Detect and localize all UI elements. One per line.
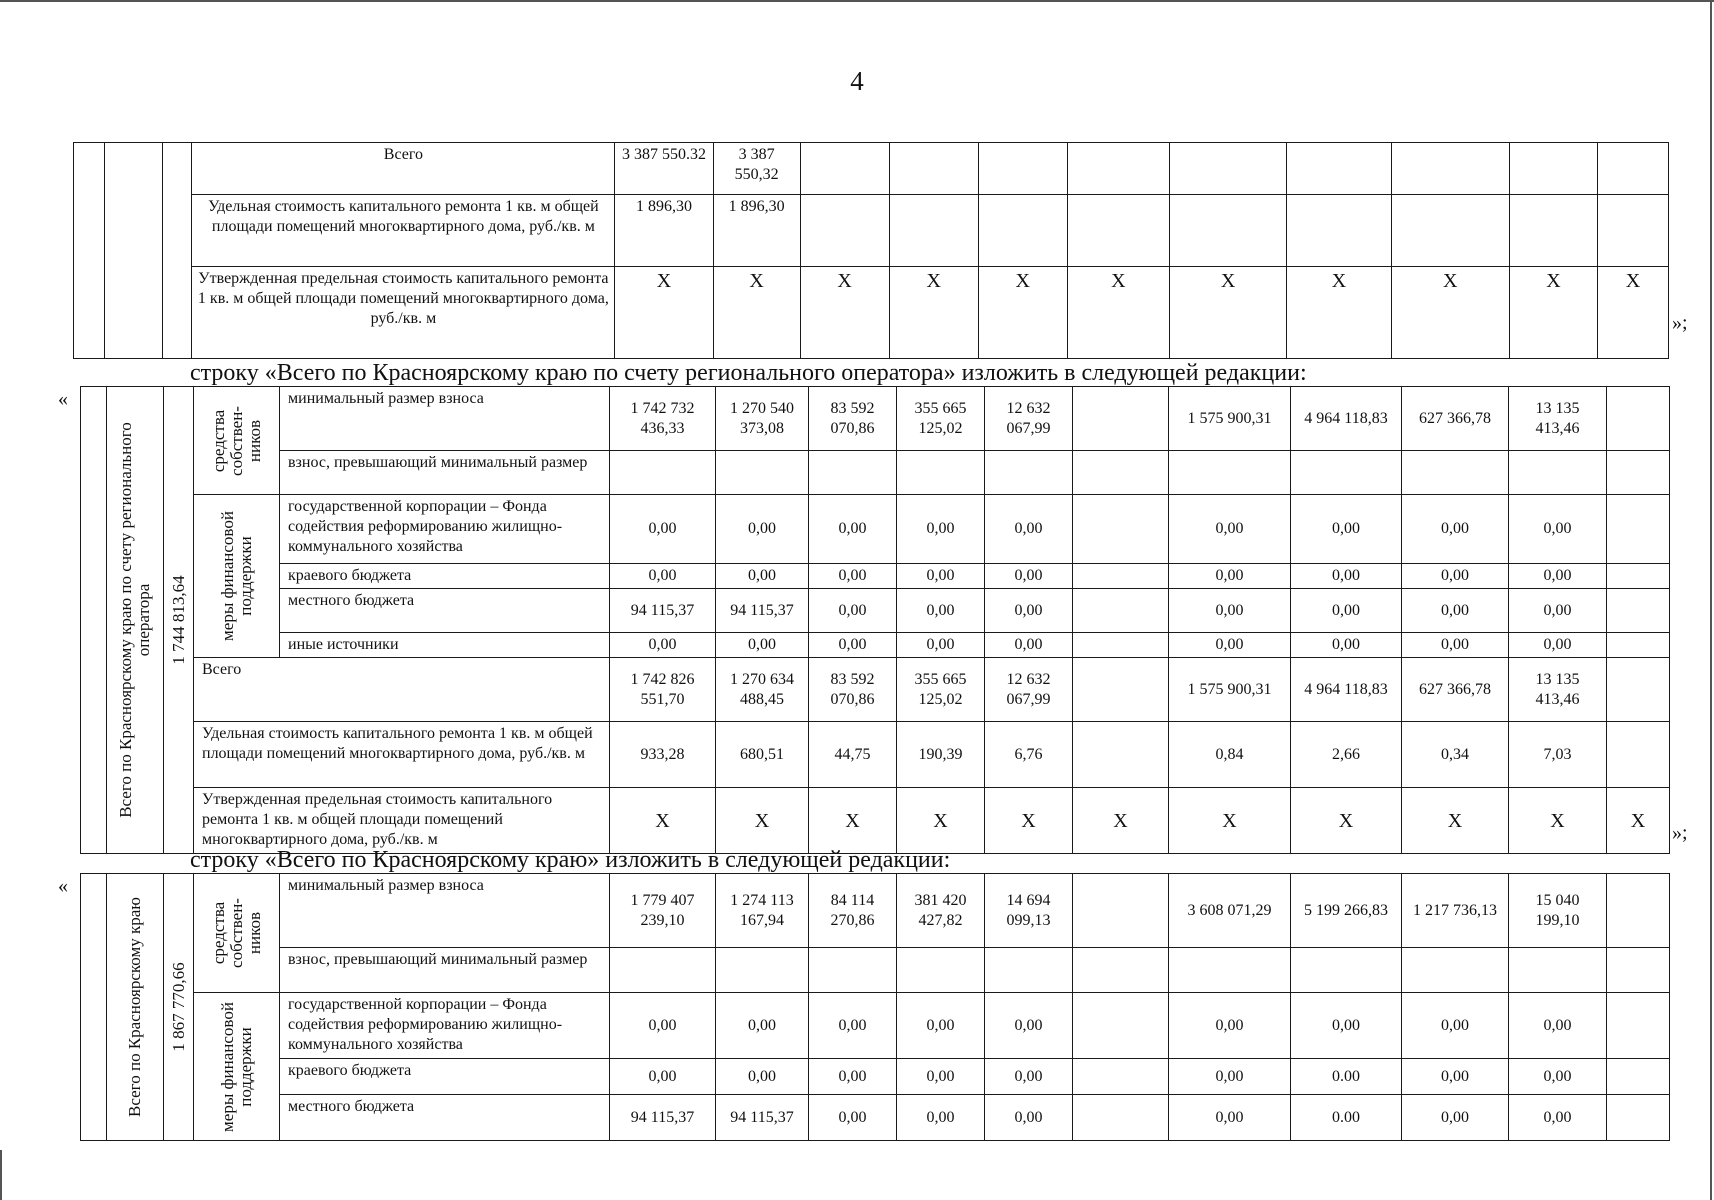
value-cell: 94 115,37 <box>610 1095 716 1141</box>
area-cell <box>164 874 194 1141</box>
continuation-table <box>73 142 1669 359</box>
value-cell: 83 592 070,86 <box>809 387 897 451</box>
value-cell <box>1073 874 1169 948</box>
value-cell: 0,00 <box>1169 1059 1291 1095</box>
row-title-cell <box>107 387 164 854</box>
row-label: Утвержденная предельная стоимость капитального ремонта 1 кв. м общей площади помещений многоквартирного дома, руб./кв. м <box>192 267 615 359</box>
value-cell <box>1287 143 1391 195</box>
value-cell: 13 135 413,46 <box>1509 387 1607 451</box>
value-cell: 0,00 <box>809 495 897 564</box>
value-cell: 0,00 <box>716 633 809 658</box>
row-title: Всего по Красноярскому краю по счету регионального оператора <box>116 422 153 818</box>
value-cell: 0,00 <box>1169 564 1291 589</box>
value-cell: 0,84 <box>1169 722 1291 788</box>
value-cell: 0,00 <box>1169 589 1291 633</box>
value-cell <box>1509 948 1607 993</box>
value-cell <box>1607 658 1670 722</box>
value-cell: 13 135 413,46 <box>1509 658 1607 722</box>
value-cell: 0,00 <box>610 993 716 1059</box>
value-cell: 12 632 067,99 <box>985 387 1073 451</box>
value-cell <box>1607 1059 1670 1095</box>
value-cell: 381 420 427,82 <box>897 874 985 948</box>
value-cell <box>978 143 1067 195</box>
blank-cell <box>163 143 192 359</box>
value-cell <box>1598 143 1669 195</box>
value-cell: 0,00 <box>716 1059 809 1095</box>
group-label: меры финансовой поддержки <box>217 1001 255 1132</box>
value-cell: 0,00 <box>1402 495 1509 564</box>
row-label: местного бюджета <box>280 589 610 633</box>
value-cell: X <box>800 267 889 359</box>
row-label: иные источники <box>280 633 610 658</box>
table-row <box>81 451 1670 495</box>
value-cell <box>610 948 716 993</box>
value-cell <box>1607 564 1670 589</box>
blank-cell <box>74 143 105 359</box>
value-cell: 0,00 <box>809 1059 897 1095</box>
value-cell <box>1073 948 1169 993</box>
value-cell: X <box>1073 788 1169 854</box>
group-cell <box>194 495 280 658</box>
value-cell: 1 575 900,31 <box>1169 387 1291 451</box>
value-cell: 44,75 <box>809 722 897 788</box>
value-cell: 1 217 736,13 <box>1402 874 1509 948</box>
value-cell <box>1073 564 1169 589</box>
value-cell: X <box>985 788 1073 854</box>
value-cell: 0,00 <box>1291 589 1402 633</box>
value-cell <box>889 143 978 195</box>
value-cell <box>897 948 985 993</box>
value-cell <box>1073 495 1169 564</box>
value-cell: 3 387 550,32 <box>713 143 800 195</box>
row-label: краевого бюджета <box>280 1059 610 1095</box>
value-cell: 0,00 <box>1402 589 1509 633</box>
value-cell <box>1073 658 1169 722</box>
row-label: минимальный размер взноса <box>280 387 610 451</box>
row-label: краевого бюджета <box>280 564 610 589</box>
value-cell: 15 040 199,10 <box>1509 874 1607 948</box>
value-cell: 0,00 <box>985 1059 1073 1095</box>
value-cell <box>978 195 1067 267</box>
value-cell: 0,00 <box>985 564 1073 589</box>
value-cell <box>1291 451 1402 495</box>
value-cell: 0,00 <box>809 589 897 633</box>
section-heading: строку «Всего по Красноярскому краю по счету регионального оператора» изложить в следующей редакции: <box>190 360 1307 386</box>
value-cell: 0.00 <box>1291 1095 1402 1141</box>
row-label: местного бюджета <box>280 1095 610 1141</box>
value-cell: 0,00 <box>1402 1095 1509 1141</box>
value-cell: 4 964 118,83 <box>1291 658 1402 722</box>
value-cell: 0,00 <box>610 564 716 589</box>
value-cell: X <box>1402 788 1509 854</box>
value-cell: 627 366,78 <box>1402 658 1509 722</box>
area-value: 1 744 813,64 <box>168 575 188 665</box>
value-cell: 83 592 070,86 <box>809 658 897 722</box>
value-cell: X <box>1509 267 1597 359</box>
table-row <box>81 658 1670 722</box>
group-cell <box>194 387 280 495</box>
value-cell <box>1607 948 1670 993</box>
value-cell: X <box>978 267 1067 359</box>
value-cell <box>1607 1095 1670 1141</box>
value-cell: 0,00 <box>1509 564 1607 589</box>
value-cell: 0,00 <box>809 564 897 589</box>
value-cell <box>1607 633 1670 658</box>
value-cell: 12 632 067,99 <box>985 658 1073 722</box>
table-row <box>81 722 1670 788</box>
value-cell <box>1073 387 1169 451</box>
close-quote: »; <box>1672 312 1688 334</box>
value-cell: 1 779 407 239,10 <box>610 874 716 948</box>
value-cell: X <box>1509 788 1607 854</box>
value-cell: X <box>1607 788 1670 854</box>
value-cell: 0,00 <box>1509 1095 1607 1141</box>
value-cell <box>1402 451 1509 495</box>
row-title-cell <box>107 874 164 1141</box>
value-cell <box>1291 948 1402 993</box>
value-cell: 0,00 <box>985 633 1073 658</box>
value-cell: 14 694 099,13 <box>985 874 1073 948</box>
row-label: взнос, превышающий минимальный размер <box>280 948 610 993</box>
value-cell: 1 742 826 551,70 <box>610 658 716 722</box>
value-cell <box>1607 874 1670 948</box>
row-label: Утвержденная предельная стоимость капитального ремонта 1 кв. м общей площади помещений многоквартирного дома, руб./кв. м <box>194 788 610 854</box>
group-cell <box>194 874 280 993</box>
value-cell <box>1509 143 1597 195</box>
open-quote: « <box>58 388 68 410</box>
section-heading: строку «Всего по Красноярскому краю» изложить в следующей редакции: <box>190 847 951 873</box>
value-cell <box>809 451 897 495</box>
value-cell <box>1598 195 1669 267</box>
value-cell: 94 115,37 <box>716 1095 809 1141</box>
value-cell: 0,00 <box>1509 495 1607 564</box>
value-cell: 0,00 <box>1402 993 1509 1059</box>
open-quote: « <box>58 875 68 897</box>
value-cell: 1 270 634 488,45 <box>716 658 809 722</box>
value-cell <box>1169 143 1286 195</box>
value-cell: 0,00 <box>1402 564 1509 589</box>
value-cell: X <box>897 788 985 854</box>
value-cell <box>889 195 978 267</box>
value-cell <box>1169 948 1291 993</box>
value-cell <box>1509 195 1597 267</box>
value-cell <box>1067 143 1169 195</box>
close-quote: »; <box>1672 822 1688 844</box>
value-cell <box>1607 722 1670 788</box>
value-cell: X <box>1291 788 1402 854</box>
value-cell: X <box>1391 267 1509 359</box>
value-cell <box>716 948 809 993</box>
value-cell: 0,00 <box>897 1059 985 1095</box>
value-cell: 3 608 071,29 <box>1169 874 1291 948</box>
value-cell: X <box>615 267 713 359</box>
group-label: меры финансовой поддержки <box>217 511 255 641</box>
value-cell: 6,76 <box>985 722 1073 788</box>
row-label: минимальный размер взноса <box>280 874 610 948</box>
value-cell: 355 665 125,02 <box>897 658 985 722</box>
value-cell <box>1607 387 1670 451</box>
value-cell <box>1607 589 1670 633</box>
value-cell: 1 274 113 167,94 <box>716 874 809 948</box>
value-cell <box>1607 451 1670 495</box>
blank-cell <box>105 143 163 359</box>
value-cell <box>1073 722 1169 788</box>
value-cell: 0,00 <box>1169 993 1291 1059</box>
value-cell: 0,00 <box>985 495 1073 564</box>
value-cell: 0,34 <box>1402 722 1509 788</box>
table-row <box>81 589 1670 633</box>
value-cell: X <box>610 788 716 854</box>
table-row <box>81 874 1670 948</box>
scan-border-line <box>0 0 1714 2</box>
value-cell: 680,51 <box>716 722 809 788</box>
value-cell: 0,00 <box>809 633 897 658</box>
value-cell: 0,00 <box>1509 1059 1607 1095</box>
value-cell <box>1391 143 1509 195</box>
blank-cell <box>81 874 107 1141</box>
value-cell: 0,00 <box>1291 633 1402 658</box>
row-label: государственной корпорации – Фонда содействия реформированию жилищно-коммунального хозяйства <box>280 993 610 1059</box>
page-number: 4 <box>850 66 864 96</box>
table-row <box>74 267 1669 359</box>
value-cell <box>1169 451 1291 495</box>
value-cell: 0,00 <box>716 993 809 1059</box>
value-cell: X <box>809 788 897 854</box>
value-cell: 0,00 <box>1402 1059 1509 1095</box>
value-cell <box>1073 1059 1169 1095</box>
value-cell: 355 665 125,02 <box>897 387 985 451</box>
row-label: Всего <box>194 658 610 722</box>
krasnoyarsk-total-table <box>80 873 1670 1141</box>
area-cell <box>164 387 194 854</box>
value-cell: 2,66 <box>1291 722 1402 788</box>
value-cell: X <box>1169 267 1286 359</box>
scan-border-line <box>1710 0 1712 1200</box>
value-cell: X <box>1598 267 1669 359</box>
value-cell: 0,00 <box>897 589 985 633</box>
value-cell: 7,03 <box>1509 722 1607 788</box>
value-cell: 1 270 540 373,08 <box>716 387 809 451</box>
value-cell: 0.00 <box>1291 1059 1402 1095</box>
regional-operator-table <box>80 386 1670 854</box>
value-cell: 0,00 <box>985 993 1073 1059</box>
row-label: взнос, превышающий минимальный размер <box>280 451 610 495</box>
value-cell: 0,00 <box>716 564 809 589</box>
value-cell: X <box>1287 267 1391 359</box>
value-cell: 0,00 <box>1509 993 1607 1059</box>
table-row <box>81 948 1670 993</box>
row-title: Всего по Красноярскому краю <box>125 897 144 1117</box>
value-cell <box>1509 451 1607 495</box>
row-label: государственной корпорации – Фонда содействия реформированию жилищно-коммунального хозяйства <box>280 495 610 564</box>
value-cell: 933,28 <box>610 722 716 788</box>
row-label: Удельная стоимость капитального ремонта 1 кв. м общей площади помещений многоквартирного дома, руб./кв. м <box>192 195 615 267</box>
value-cell: 0,00 <box>985 1095 1073 1141</box>
value-cell <box>1607 993 1670 1059</box>
value-cell <box>716 451 809 495</box>
table-row <box>81 633 1670 658</box>
value-cell: 0,00 <box>1509 633 1607 658</box>
value-cell: 94 115,37 <box>610 589 716 633</box>
value-cell: 0,00 <box>1291 564 1402 589</box>
value-cell: 0,00 <box>716 495 809 564</box>
value-cell: X <box>713 267 800 359</box>
value-cell: 1 742 732 436,33 <box>610 387 716 451</box>
value-cell: 4 964 118,83 <box>1291 387 1402 451</box>
row-label: Удельная стоимость капитального ремонта 1 кв. м общей площади помещений многоквартирного дома, руб./кв. м <box>194 722 610 788</box>
value-cell: 0,00 <box>897 633 985 658</box>
table-row <box>81 1059 1670 1095</box>
table-row <box>81 788 1670 854</box>
value-cell <box>809 948 897 993</box>
value-cell <box>610 451 716 495</box>
value-cell: 627 366,78 <box>1402 387 1509 451</box>
table-row <box>81 387 1670 451</box>
value-cell <box>1169 195 1286 267</box>
group-cell <box>194 993 280 1141</box>
group-label: средства собствен-ников <box>208 898 264 968</box>
value-cell <box>897 451 985 495</box>
table-row <box>81 1095 1670 1141</box>
row-label: Всего <box>192 143 615 195</box>
value-cell <box>1067 195 1169 267</box>
value-cell: 1 575 900,31 <box>1169 658 1291 722</box>
value-cell: 0,00 <box>1169 495 1291 564</box>
value-cell <box>985 451 1073 495</box>
value-cell: 0,00 <box>897 1095 985 1141</box>
value-cell <box>800 195 889 267</box>
table-row <box>74 143 1669 195</box>
value-cell: 190,39 <box>897 722 985 788</box>
value-cell: 0,00 <box>897 495 985 564</box>
table-row <box>81 495 1670 564</box>
value-cell: 94 115,37 <box>716 589 809 633</box>
value-cell: 0,00 <box>1169 633 1291 658</box>
value-cell <box>1402 948 1509 993</box>
value-cell <box>1073 993 1169 1059</box>
value-cell: 1 896,30 <box>615 195 713 267</box>
value-cell: X <box>1067 267 1169 359</box>
table-row <box>74 195 1669 267</box>
group-label: средства собствен-ников <box>208 405 264 476</box>
value-cell: 5 199 266,83 <box>1291 874 1402 948</box>
value-cell: 0,00 <box>610 633 716 658</box>
value-cell: 0,00 <box>809 1095 897 1141</box>
value-cell: 0,00 <box>1402 633 1509 658</box>
value-cell: 0,00 <box>610 495 716 564</box>
value-cell: 3 387 550.32 <box>615 143 713 195</box>
value-cell <box>1287 195 1391 267</box>
value-cell: 0,00 <box>897 564 985 589</box>
value-cell <box>1073 633 1169 658</box>
value-cell <box>1073 1095 1169 1141</box>
value-cell <box>800 143 889 195</box>
area-value: 1 867 770,66 <box>168 962 188 1052</box>
value-cell: 84 114 270,86 <box>809 874 897 948</box>
value-cell <box>1073 451 1169 495</box>
value-cell: X <box>889 267 978 359</box>
value-cell <box>1073 589 1169 633</box>
value-cell: 1 896,30 <box>713 195 800 267</box>
value-cell: 0,00 <box>897 993 985 1059</box>
value-cell: 0,00 <box>610 1059 716 1095</box>
value-cell <box>1391 195 1509 267</box>
value-cell: 0,00 <box>1509 589 1607 633</box>
value-cell: 0,00 <box>1169 1095 1291 1141</box>
value-cell: X <box>716 788 809 854</box>
value-cell <box>985 948 1073 993</box>
value-cell: 0,00 <box>1291 495 1402 564</box>
value-cell: 0,00 <box>985 589 1073 633</box>
table-row <box>81 993 1670 1059</box>
value-cell: 0,00 <box>1291 993 1402 1059</box>
scan-border-line <box>0 1150 2 1200</box>
value-cell: 0,00 <box>809 993 897 1059</box>
blank-cell <box>81 387 107 854</box>
value-cell <box>1607 495 1670 564</box>
value-cell: X <box>1169 788 1291 854</box>
table-row <box>81 564 1670 589</box>
